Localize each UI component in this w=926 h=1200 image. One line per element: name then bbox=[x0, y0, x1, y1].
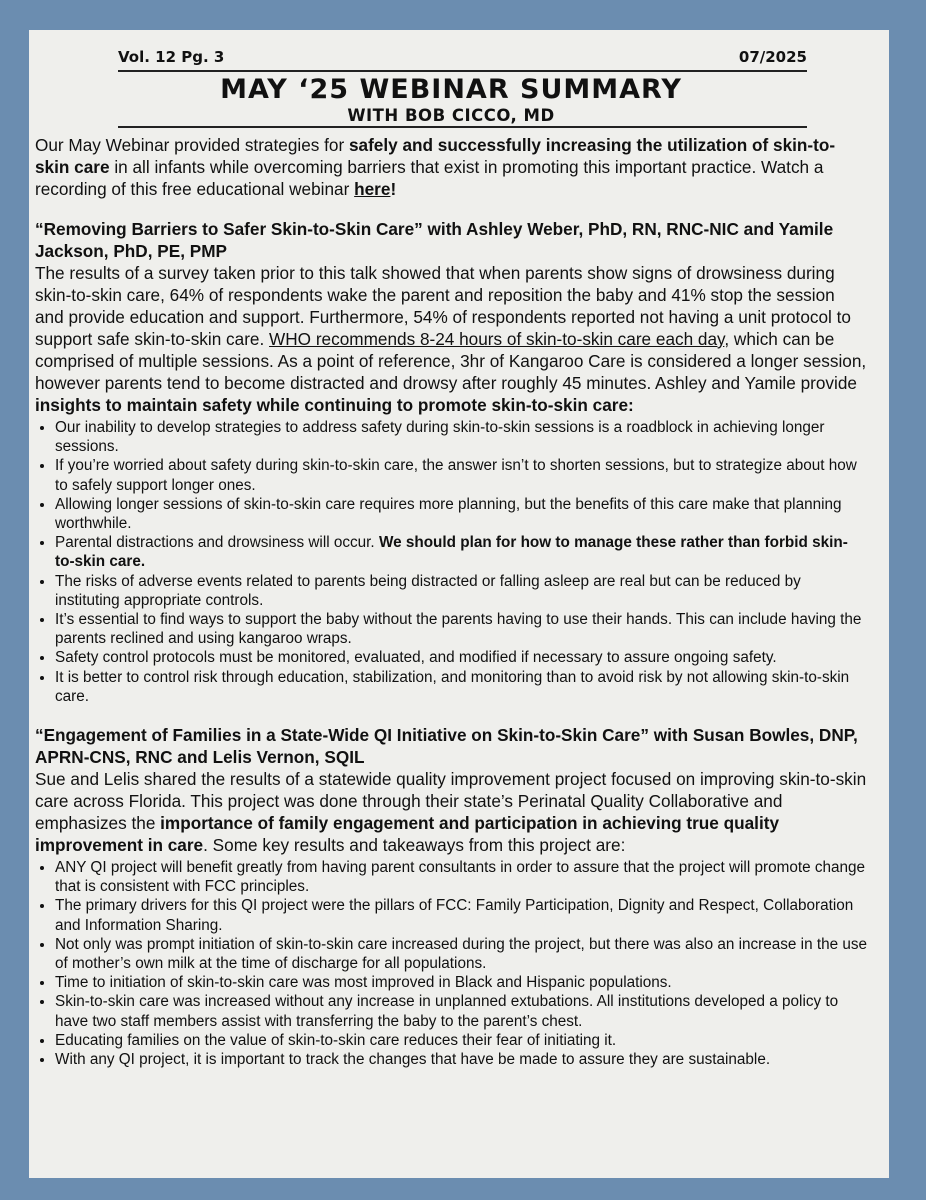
list-item: • It’s essential to find ways to support the baby without the parents having to use their hands. This can include having the parents reclined and using kangaroo wraps. bbox=[55, 610, 867, 648]
takeaways-list bbox=[35, 858, 867, 1069]
list-item: • Skin-to-skin care was increased without any increase in unplanned extubations. All institutions developed a policy to have two staff members assist with transferring the baby to the parent’s chest. bbox=[55, 992, 867, 1030]
list-item: • Allowing longer sessions of skin-to-skin care requires more planning, but the benefits of this care make that planning worthwhile. bbox=[55, 495, 867, 533]
section-family-engagement bbox=[35, 724, 867, 1069]
issue-date: 07/2025 bbox=[738, 48, 807, 66]
volume-page-label: Vol. 12 Pg. 3 bbox=[118, 48, 225, 66]
list-item: • ANY QI project will benefit greatly from having parent consultants in order to assure that the project will promote change that is consistent with FCC principles. bbox=[55, 858, 867, 896]
section-title: “Engagement of Families in a State-Wide QI Initiative on Skin-to-Skin Care” with Susan Bowles, DNP, APRN-CNS, RNC and Lelis Vernon, SQIL bbox=[35, 725, 858, 768]
section-title: “Removing Barriers to Safer Skin-to-Skin Care” with Ashley Weber, PhD, RN, RNC-NIC and Yamile Jackson, PhD, PE, PMP bbox=[35, 219, 834, 261]
header-rule-bottom bbox=[118, 126, 807, 128]
page-title: MAY ‘25 WEBINAR SUMMARY bbox=[220, 74, 682, 105]
takeaways-list bbox=[35, 418, 867, 706]
list-item: • With any QI project, it is important to track the changes that have be made to assure they are sustainable. bbox=[55, 1050, 867, 1069]
section-removing-barriers bbox=[35, 218, 867, 706]
section-paragraph: The results of a survey taken prior to this talk showed that when parents show signs of drowsiness during skin-to-skin care, 64% of respondents wake the parent and reposition the baby and 41% stop the session and provide education and support. Furthermore, 54% of respondents reported not having a unit protocol to support safe skin-to-skin care. WHO recommends 8-24 hours of skin-to-skin care each day, which can be comprised of multiple sessions. As a point of reference, 3hr of Kangaroo Care is considered a longer session, however parents tend to become distracted and drowsy after roughly 45 minutes. Ashley and Yamile provide insights to maintain safety while continuing to promote skin-to-skin care: bbox=[35, 263, 867, 415]
section-paragraph: Sue and Lelis shared the results of a statewide quality improvement project focused on improving skin-to-skin care across Florida. This project was done through their state’s Perinatal Quality Collaborative and emphasizes the importance of family engagement and participation in achieving true quality improvement in care. Some key results and takeaways from this project are: bbox=[35, 769, 867, 856]
list-item: • Educating families on the value of skin-to-skin care reduces their fear of initiating it. bbox=[55, 1031, 867, 1050]
list-item: • Safety control protocols must be monitored, evaluated, and modified if necessary to assure ongoing safety. bbox=[55, 648, 867, 667]
list-item: • The risks of adverse events related to parents being distracted or falling asleep are real but can be reduced by instituting appropriate controls. bbox=[55, 572, 867, 610]
header-meta bbox=[118, 48, 807, 70]
list-item: • Not only was prompt initiation of skin-to-skin care increased during the project, but there was also an increase in the use of mother’s own milk at the time of discharge for all populations. bbox=[55, 935, 867, 973]
page-subtitle: WITH BOB CICCO, MD bbox=[347, 106, 555, 125]
who-recommendation-link[interactable]: WHO recommends 8-24 hours of skin-to-skin care each day bbox=[269, 329, 725, 349]
list-item: • The primary drivers for this QI project were the pillars of FCC: Family Participation, Dignity and Respect, Collaboration and Information Sharing. bbox=[55, 896, 867, 934]
intro-paragraph: Our May Webinar provided strategies for safely and successfully increasing the utilization of skin-to-skin care in all infants while overcoming barriers that exist in promoting this important practice. Watch a recording of this free educational webinar here! bbox=[35, 135, 836, 199]
header-rule-top bbox=[118, 70, 807, 72]
list-item: • It is better to control risk through education, stabilization, and monitoring than to avoid risk by not allowing skin-to-skin care. bbox=[55, 668, 867, 706]
list-item: • Parental distractions and drowsiness will occur. We should plan for how to manage these rather than forbid skin-to-skin care. bbox=[55, 533, 867, 571]
list-item: • Our inability to develop strategies to address safety during skin-to-skin sessions is a roadblock in achieving longer sessions. bbox=[55, 418, 867, 456]
newsletter-page bbox=[29, 30, 889, 1178]
list-item: • If you’re worried about safety during skin-to-skin care, the answer isn’t to shorten sessions, but to strategize about how to safely support longer ones. bbox=[55, 456, 867, 494]
webinar-recording-link[interactable]: here bbox=[354, 179, 391, 199]
list-item: • Time to initiation of skin-to-skin care was most improved in Black and Hispanic populations. bbox=[55, 973, 867, 992]
